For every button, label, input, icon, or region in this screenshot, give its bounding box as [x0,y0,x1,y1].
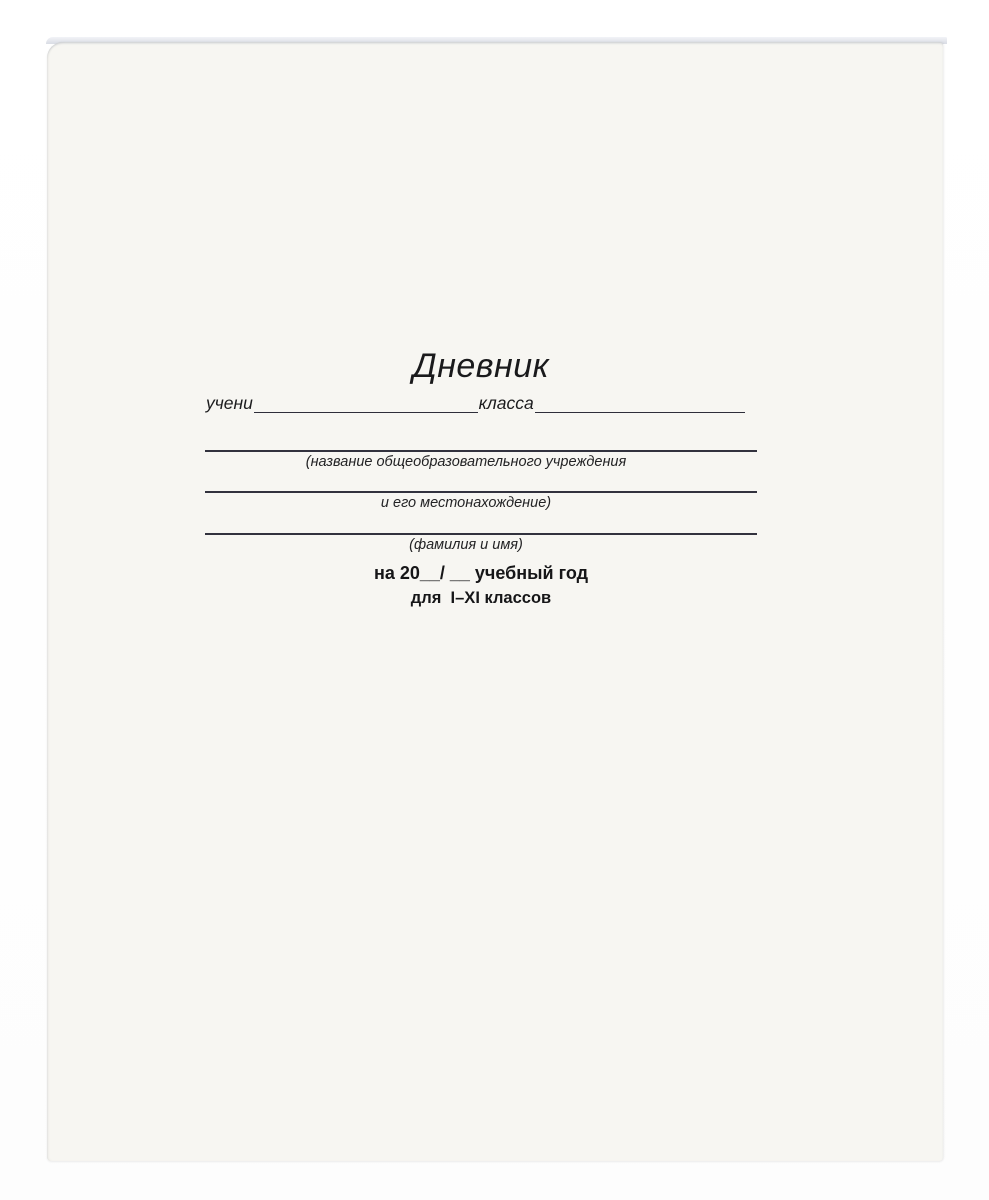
school-location-blank-line [205,491,757,493]
class-blank-line [535,392,745,413]
student-fullname-blank-line [205,533,757,535]
grades-range-text: для I–XI классов [410,589,552,607]
student-row [205,392,745,413]
school-name-caption: (название общеобразовательного учреждения [305,454,627,470]
school-name-blank-line [205,450,757,452]
diary-cover [47,42,943,1161]
academic-year-text: на 20__/ __ учебный год [373,563,589,583]
class-label: класса [478,393,534,413]
school-location-caption: и его местонахождение) [380,495,552,511]
student-fullname-caption: (фамилия и имя) [409,537,523,553]
student-prefix-label: учени [206,393,253,413]
student-name-blank-line [254,392,478,413]
diary-title: Дневник [412,347,550,385]
